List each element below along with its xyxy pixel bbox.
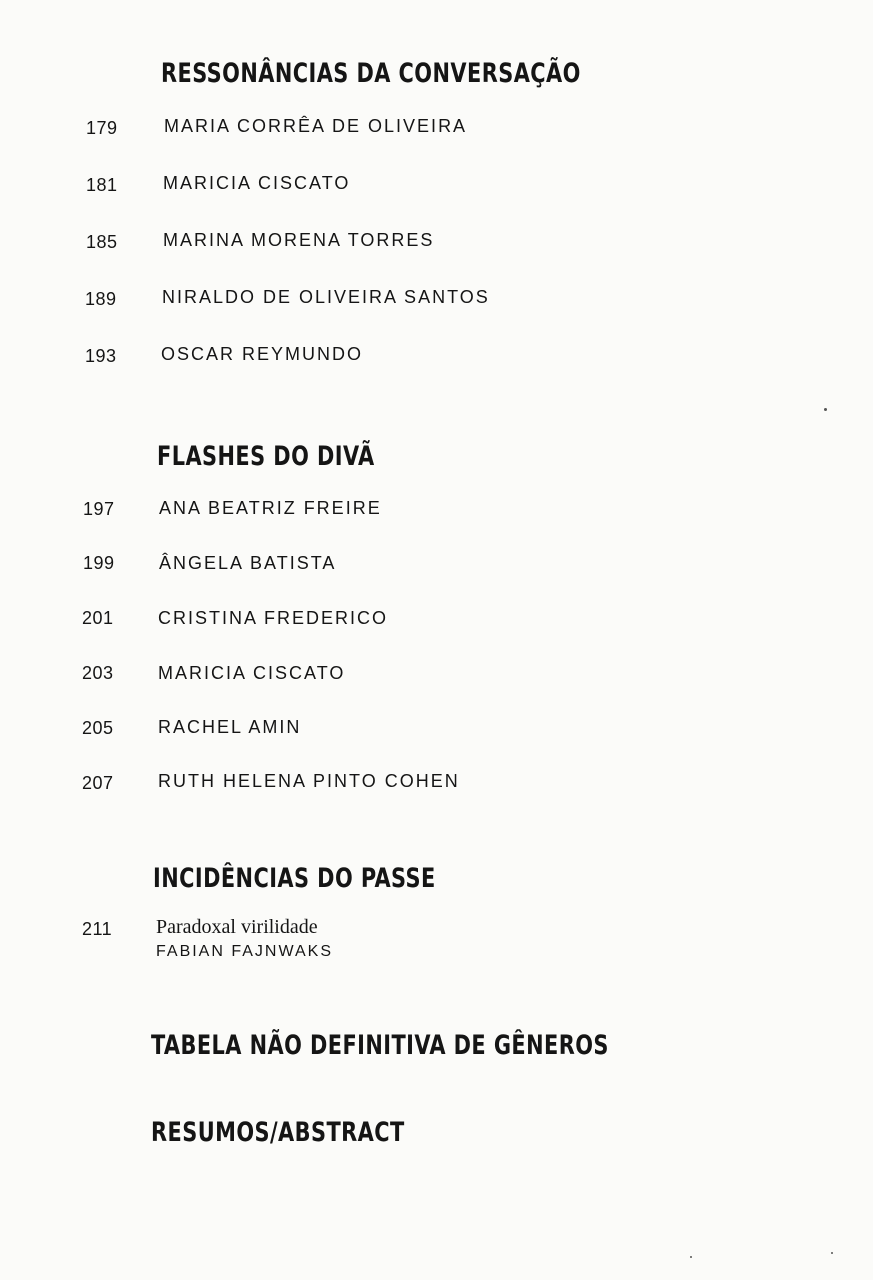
entry-author[interactable]: ÂNGELA BATISTA [159,553,337,573]
entry-author[interactable]: MARIA CORRÊA DE OLIVEIRA [164,116,468,136]
section-heading-incidencias: INCIDÊNCIAS DO PASSE [153,863,436,894]
scan-speck [831,1252,833,1254]
page-number: 179 [86,118,118,138]
section-heading-tabela: TABELA NÃO DEFINITIVA DE GÊNEROS [151,1030,609,1061]
entry-author[interactable]: MARINA MORENA TORRES [163,230,435,250]
entry-title[interactable]: Paradoxal virilidade [156,916,318,938]
page-number: 205 [82,718,114,738]
entry-author[interactable]: NIRALDO DE OLIVEIRA SANTOS [162,287,490,307]
page-number: 197 [83,499,115,519]
entry-author[interactable]: RACHEL AMIN [158,717,302,737]
section-heading-flashes: FLASHES DO DIVÃ [157,441,375,472]
entry-author[interactable]: CRISTINA FREDERICO [158,608,389,628]
entry-author[interactable]: ANA BEATRIZ FREIRE [159,498,382,518]
entry-author[interactable]: FABIAN FAJNWAKS [156,943,333,960]
scan-speck [824,408,827,411]
page-number: 207 [82,773,114,793]
page-number: 181 [86,175,118,195]
page-number: 193 [85,346,117,366]
section-heading-resumos: RESUMOS/ABSTRACT [151,1117,405,1148]
scan-speck [690,1256,692,1258]
entry-author[interactable]: OSCAR REYMUNDO [161,344,364,364]
page-number: 199 [83,553,115,573]
page-number: 185 [86,232,118,252]
page-number: 203 [82,663,114,683]
page-number: 201 [82,608,114,628]
page-number: 211 [82,919,113,939]
section-heading-ressonancias: RESSONÂNCIAS DA CONVERSAÇÃO [161,58,581,89]
entry-author[interactable]: MARICIA CISCATO [158,663,346,683]
entry-author[interactable]: MARICIA CISCATO [163,173,351,193]
entry-author[interactable]: RUTH HELENA PINTO COHEN [158,771,460,791]
page-number: 189 [85,289,117,309]
